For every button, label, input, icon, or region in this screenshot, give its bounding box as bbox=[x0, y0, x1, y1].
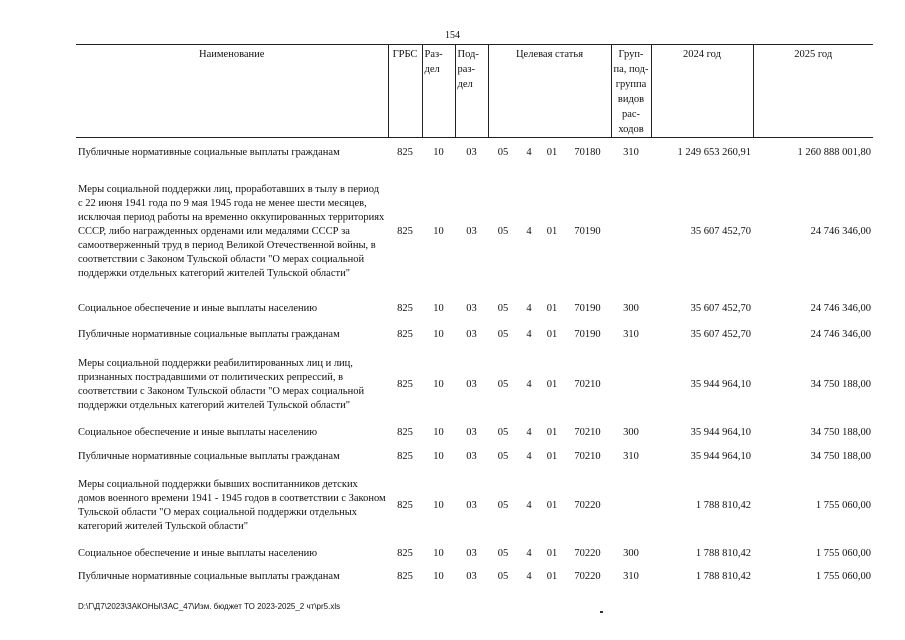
row-amount-2025: 34 750 188,00 bbox=[810, 426, 871, 438]
row-target-direction: 70220 bbox=[574, 547, 601, 559]
table-row bbox=[76, 444, 873, 470]
row-amount-2025: 1 755 060,00 bbox=[815, 499, 871, 511]
row-target-type: 4 bbox=[526, 499, 532, 511]
row-grbs: 825 bbox=[397, 225, 413, 237]
table-row bbox=[76, 138, 873, 168]
table-row bbox=[76, 566, 873, 588]
row-target-type: 4 bbox=[526, 570, 532, 582]
row-razdel: 10 bbox=[433, 499, 444, 511]
table-row bbox=[76, 470, 873, 542]
row-podrazdel: 03 bbox=[466, 302, 477, 314]
row-target-program: 05 bbox=[497, 328, 509, 340]
row-podrazdel: 03 bbox=[466, 378, 477, 390]
row-target-type: 4 bbox=[526, 225, 532, 237]
row-target-type: 4 bbox=[526, 547, 532, 559]
row-target-program: 05 bbox=[497, 378, 509, 390]
row-name: Меры социальной поддержки бывших воспитанников детских домов военного времени 1941 - 1945 годов в соответствии с Законом Тульской области "О мерах социальной поддержки отдельных категорий жителей Тульской области" bbox=[78, 478, 386, 532]
row-podrazdel: 03 bbox=[466, 225, 477, 237]
row-expense-group bbox=[611, 168, 651, 296]
row-target-subprogram: 01 bbox=[546, 426, 558, 438]
row-podrazdel: 03 bbox=[466, 547, 477, 559]
table-row bbox=[76, 322, 873, 348]
row-expense-group: 310 bbox=[623, 570, 639, 582]
row-amount-2025: 34 750 188,00 bbox=[810, 378, 871, 390]
row-name: Публичные нормативные социальные выплаты гражданам bbox=[78, 570, 340, 582]
row-target-direction: 70210 bbox=[574, 426, 601, 438]
row-expense-group: 300 bbox=[623, 302, 639, 314]
row-name: Публичные нормативные социальные выплаты гражданам bbox=[78, 450, 340, 462]
header-year-2024: 2024 год bbox=[651, 45, 753, 138]
header-razdel: Раз- дел bbox=[422, 45, 455, 138]
row-amount-2024: 1 788 810,42 bbox=[695, 499, 751, 511]
table-header-row bbox=[76, 45, 873, 138]
row-grbs: 825 bbox=[397, 146, 413, 158]
row-target-program: 05 bbox=[497, 426, 509, 438]
row-expense-group bbox=[611, 470, 651, 542]
row-target-direction: 70210 bbox=[574, 450, 601, 462]
row-expense-group: 310 bbox=[623, 146, 639, 158]
row-amount-2025: 1 755 060,00 bbox=[815, 570, 871, 582]
row-razdel: 10 bbox=[433, 426, 444, 438]
header-grbs: ГРБС bbox=[388, 45, 422, 138]
row-target-direction: 70210 bbox=[574, 378, 601, 390]
row-target-program: 05 bbox=[497, 547, 509, 559]
row-target-subprogram: 01 bbox=[546, 450, 558, 462]
row-grbs: 825 bbox=[397, 547, 413, 559]
row-target-direction: 70220 bbox=[574, 570, 601, 582]
row-amount-2024: 35 607 452,70 bbox=[690, 225, 751, 237]
table-row bbox=[76, 542, 873, 566]
row-target-subprogram: 01 bbox=[546, 547, 558, 559]
row-amount-2024: 1 788 810,42 bbox=[695, 570, 751, 582]
row-target-subprogram: 01 bbox=[546, 302, 558, 314]
row-expense-group: 310 bbox=[623, 450, 639, 462]
row-podrazdel: 03 bbox=[466, 499, 477, 511]
row-grbs: 825 bbox=[397, 499, 413, 511]
row-amount-2024: 35 944 964,10 bbox=[690, 378, 751, 390]
row-razdel: 10 bbox=[433, 547, 444, 559]
row-amount-2025: 24 746 346,00 bbox=[810, 328, 871, 340]
row-name: Социальное обеспечение и иные выплаты населению bbox=[78, 302, 318, 314]
row-target-type: 4 bbox=[526, 426, 532, 438]
footer-file-path: D:\Г\Д7\2023\ЗАКОНЫ\ЗАС_47\Изм. бюджет ТО 2023-2025_2 чт\pr5.xls bbox=[78, 602, 341, 611]
row-razdel: 10 bbox=[433, 225, 444, 237]
row-target-subprogram: 01 bbox=[546, 225, 558, 237]
row-name: Меры социальной поддержки лиц, проработавших в тылу в период с 22 июня 1941 года по 9 мая 1945 года не менее шести месяцев, исключая период работы на временно оккупированных территориях СССР, либо награжденных орденами или медалями СССР за самоотверженный труд в период Великой Отечественной войны, в соответствии с Законом Тульской области "О мерах социальной поддержки отдельных категорий жителей Тульской области" bbox=[78, 183, 385, 279]
row-podrazdel: 03 bbox=[466, 450, 477, 462]
page-number: 154 bbox=[445, 30, 460, 41]
row-target-subprogram: 01 bbox=[546, 499, 558, 511]
row-target-type: 4 bbox=[526, 302, 532, 314]
row-grbs: 825 bbox=[397, 570, 413, 582]
row-name: Публичные нормативные социальные выплаты гражданам bbox=[78, 328, 340, 340]
row-podrazdel: 03 bbox=[466, 570, 477, 582]
table-row bbox=[76, 296, 873, 322]
row-amount-2025: 1 755 060,00 bbox=[815, 547, 871, 559]
row-expense-group: 310 bbox=[623, 328, 639, 340]
row-razdel: 10 bbox=[433, 450, 444, 462]
row-target-program: 05 bbox=[497, 450, 509, 462]
row-name: Меры социальной поддержки реабилитированных лиц и лиц, признанных пострадавшими от политических репрессий, в соответствии с Законом Тульской области "О мерах социальной поддержки отдельных категорий жителей Тульской области" bbox=[78, 357, 365, 411]
table-body bbox=[76, 138, 873, 588]
row-expense-group: 300 bbox=[623, 547, 639, 559]
row-podrazdel: 03 bbox=[466, 328, 477, 340]
row-grbs: 825 bbox=[397, 328, 413, 340]
table-row bbox=[76, 168, 873, 296]
row-razdel: 10 bbox=[433, 570, 444, 582]
row-target-type: 4 bbox=[526, 450, 532, 462]
row-razdel: 10 bbox=[433, 378, 444, 390]
budget-table bbox=[76, 44, 873, 588]
row-name: Публичные нормативные социальные выплаты гражданам bbox=[78, 146, 340, 158]
row-expense-group bbox=[611, 348, 651, 422]
row-grbs: 825 bbox=[397, 302, 413, 314]
row-razdel: 10 bbox=[433, 146, 444, 158]
row-amount-2025: 34 750 188,00 bbox=[810, 450, 871, 462]
row-amount-2025: 1 260 888 001,80 bbox=[797, 146, 871, 158]
header-expense-group: Груп- па, под- группа видов рас- ходов bbox=[611, 45, 651, 138]
row-razdel: 10 bbox=[433, 328, 444, 340]
row-amount-2024: 1 788 810,42 bbox=[695, 547, 751, 559]
row-target-direction: 70220 bbox=[574, 499, 601, 511]
row-target-program: 05 bbox=[497, 146, 509, 158]
row-amount-2024: 35 607 452,70 bbox=[690, 302, 751, 314]
row-target-direction: 70190 bbox=[574, 328, 601, 340]
row-amount-2024: 35 607 452,70 bbox=[690, 328, 751, 340]
row-podrazdel: 03 bbox=[466, 146, 477, 158]
row-target-direction: 70190 bbox=[574, 302, 601, 314]
row-name: Социальное обеспечение и иные выплаты населению bbox=[78, 547, 318, 559]
row-expense-group: 300 bbox=[623, 426, 639, 438]
row-grbs: 825 bbox=[397, 378, 413, 390]
row-amount-2025: 24 746 346,00 bbox=[810, 302, 871, 314]
row-target-direction: 70180 bbox=[574, 146, 601, 158]
row-target-subprogram: 01 bbox=[546, 378, 558, 390]
row-amount-2024: 35 944 964,10 bbox=[690, 450, 751, 462]
row-target-subprogram: 01 bbox=[546, 146, 558, 158]
row-target-program: 05 bbox=[497, 302, 509, 314]
row-target-program: 05 bbox=[497, 570, 509, 582]
row-grbs: 825 bbox=[397, 450, 413, 462]
header-year-2025: 2025 год bbox=[753, 45, 873, 138]
row-target-program: 05 bbox=[497, 225, 509, 237]
row-target-type: 4 bbox=[526, 328, 532, 340]
row-amount-2025: 24 746 346,00 bbox=[810, 225, 871, 237]
row-amount-2024: 1 249 653 260,91 bbox=[677, 146, 751, 158]
row-target-direction: 70190 bbox=[574, 225, 601, 237]
header-target-article: Целевая статья bbox=[488, 45, 611, 138]
row-grbs: 825 bbox=[397, 426, 413, 438]
row-target-program: 05 bbox=[497, 499, 509, 511]
row-podrazdel: 03 bbox=[466, 426, 477, 438]
header-podrazdel: Под- раз- дел bbox=[455, 45, 488, 138]
row-target-subprogram: 01 bbox=[546, 570, 558, 582]
header-name: Наименование bbox=[76, 45, 388, 138]
row-razdel: 10 bbox=[433, 302, 444, 314]
footer-mark bbox=[600, 611, 603, 613]
row-target-type: 4 bbox=[526, 378, 532, 390]
row-amount-2024: 35 944 964,10 bbox=[690, 426, 751, 438]
table-row bbox=[76, 348, 873, 422]
row-target-type: 4 bbox=[526, 146, 532, 158]
row-name: Социальное обеспечение и иные выплаты населению bbox=[78, 426, 318, 438]
row-target-subprogram: 01 bbox=[546, 328, 558, 340]
table-row bbox=[76, 422, 873, 444]
